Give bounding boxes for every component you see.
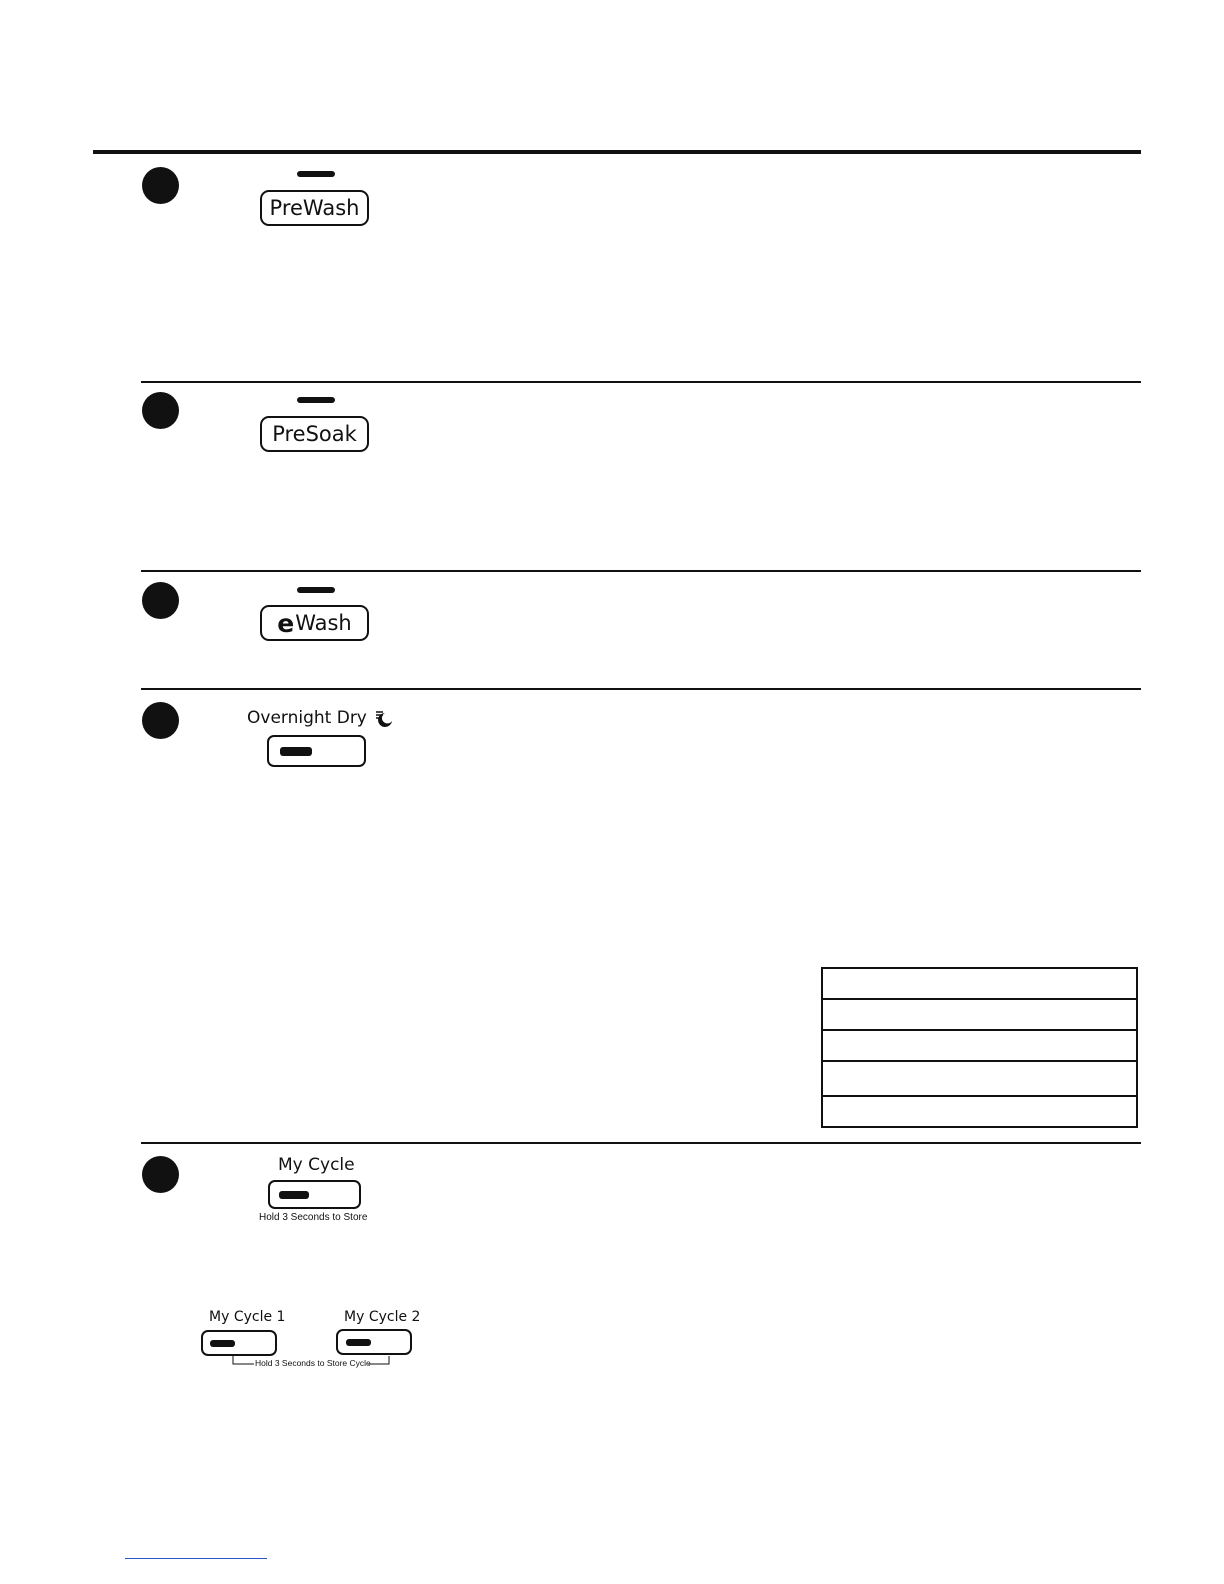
presoak-button[interactable]: [260, 416, 369, 452]
indicator-light: [280, 747, 312, 756]
section-divider: [141, 381, 1141, 383]
section-bullet: [142, 1156, 179, 1193]
indicator-light: [297, 587, 335, 593]
settings-table: [821, 967, 1138, 1128]
table-cell: [822, 1096, 1137, 1127]
indicator-light: [297, 171, 335, 177]
ewash-e-logo: e: [277, 608, 295, 638]
presoak-button-label: PreSoak: [272, 422, 357, 446]
table-cell: [822, 999, 1137, 1030]
section-bullet: [142, 392, 179, 429]
my-cycle-store-caption: Hold 3 Seconds to Store Cycle: [255, 1358, 371, 1368]
ewash-button-label: Wash: [295, 611, 352, 635]
my-cycle-1-button[interactable]: [201, 1330, 277, 1356]
my-cycle-2-label: My Cycle 2: [344, 1309, 421, 1325]
overnight-dry-title-text: Overnight Dry: [247, 708, 367, 728]
moon-icon: [374, 709, 394, 729]
section-divider: [141, 1142, 1141, 1144]
section-bullet: [142, 582, 179, 619]
table-cell: [822, 1061, 1137, 1096]
indicator-light: [279, 1191, 309, 1199]
section-divider: [141, 688, 1141, 690]
my-cycle-caption: Hold 3 Seconds to Store: [259, 1212, 368, 1223]
ewash-button[interactable]: [260, 605, 369, 641]
my-cycle-title: My Cycle: [278, 1155, 355, 1175]
indicator-light: [346, 1339, 371, 1346]
indicator-light: [210, 1340, 235, 1347]
my-cycle-1-label: My Cycle 1: [209, 1309, 286, 1325]
section-divider: [141, 570, 1141, 572]
indicator-light: [297, 397, 335, 403]
my-cycle-button[interactable]: [268, 1180, 361, 1209]
table-cell: [822, 968, 1137, 999]
section-bullet: [142, 167, 179, 204]
footer-link-underline[interactable]: [125, 1558, 267, 1559]
overnight-dry-button[interactable]: [267, 735, 366, 767]
table-cell: [822, 1030, 1137, 1061]
overnight-dry-title: [247, 708, 367, 728]
prewash-button-label: PreWash: [269, 196, 360, 220]
prewash-button[interactable]: [260, 190, 369, 226]
my-cycle-2-button[interactable]: [336, 1329, 412, 1355]
top-rule: [93, 150, 1141, 154]
section-bullet: [142, 702, 179, 739]
